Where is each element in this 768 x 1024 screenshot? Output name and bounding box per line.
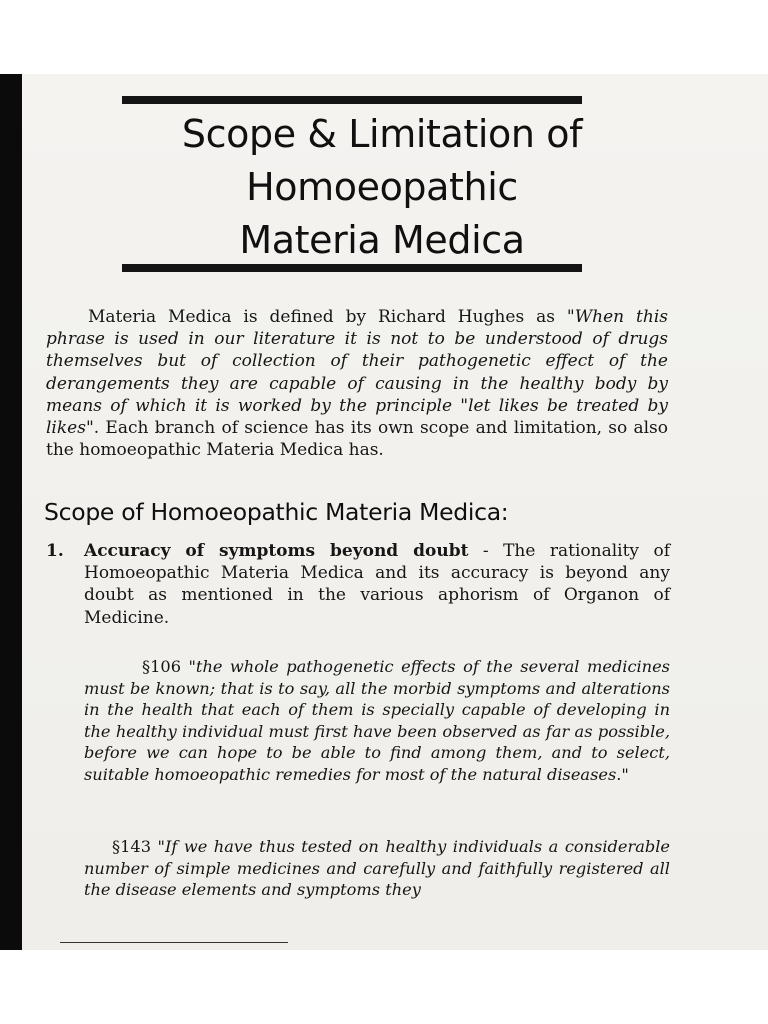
chapter-title-line-2: Homoeopathic	[246, 165, 518, 209]
aphorism-143-quote	[84, 836, 670, 901]
aphorism-143-text: "If we have thus tested on healthy individuals a considerable number of simple medicines and carefully and faithfully registered all the disease elements and symptoms they	[84, 837, 670, 900]
intro-text-2: . Each branch of science has its own scope and limitation, so also the homoeopathic Materia Medica has.	[46, 418, 668, 461]
book-page	[22, 74, 768, 950]
footnote-rule	[60, 942, 288, 943]
list-item-text: - The rationality of Homoeopathic Materia Medica and its accuracy is beyond any doubt as mentioned in the various aphorism of Organon of Medicine.	[84, 541, 670, 628]
title-rule-top	[122, 96, 582, 104]
aphorism-106-number: §106	[142, 657, 181, 676]
list-item-body	[84, 540, 670, 629]
chapter-title-line-3: Materia Medica	[239, 218, 525, 262]
aphorism-106-text: "the whole pathogenetic effects of the several medicines must be known; that is to say, all the morbid symptoms and alterations in the health that each of them is specially capable of developing in the healthy individual must first have been observed as far as possible, before we can hope to be able to find among them, and to select, suitable homoeopathic remedies for most of the natural diseases."	[84, 657, 670, 784]
book-binding-edge	[0, 74, 22, 950]
list-item-lead: Accuracy of symptoms beyond doubt	[84, 541, 469, 561]
hughes-definition-quote: "When this phrase is used in our literature it is not to be understood of drugs themselves but of collection of their pathogenetic effect of the derangements they are capable of causing in the healthy body by means of which it is worked by the principle "let likes be treated by likes"	[46, 307, 668, 439]
intro-paragraph	[46, 306, 668, 461]
aphorism-106-quote	[84, 656, 670, 786]
chapter-title-line-1: Scope & Limitation of	[181, 112, 583, 156]
chapter-title	[82, 108, 682, 267]
aphorism-143-number: §143	[112, 837, 151, 856]
intro-text-1: Materia Medica is defined by Richard Hughes as	[88, 307, 567, 327]
list-item-1	[46, 540, 670, 629]
title-rule-bottom	[122, 264, 582, 272]
section-heading-scope: Scope of Homoeopathic Materia Medica:	[44, 498, 509, 526]
list-item-number: 1.	[46, 541, 64, 561]
